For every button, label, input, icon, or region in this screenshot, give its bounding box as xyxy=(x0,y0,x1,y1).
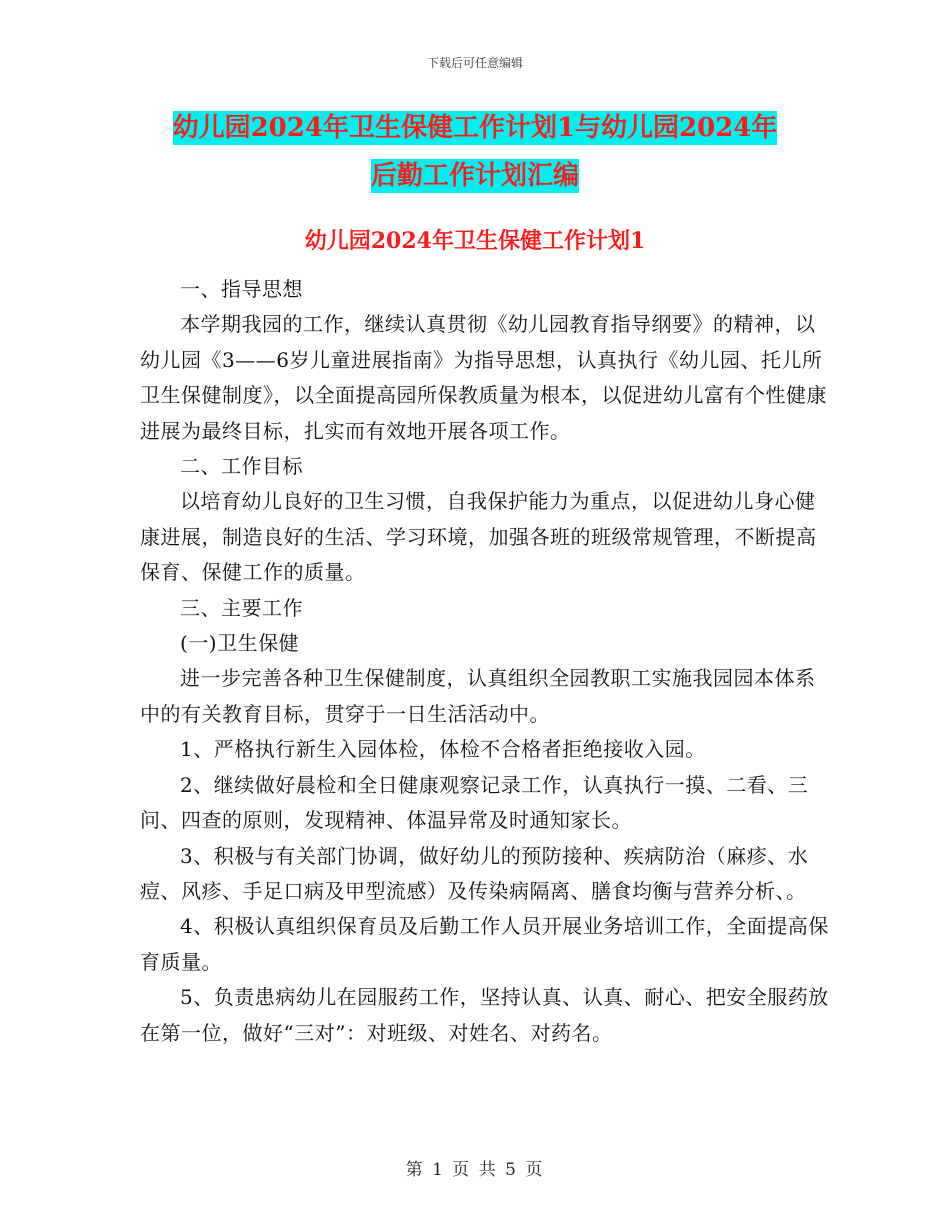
list-item-3: 3、积极与有关部门协调，做好幼儿的预防接种、疾病防治（麻疹、水痘、风疹、手足口病及甲型流感）及传染病隔离、膳食均衡与营养分析、。 xyxy=(140,843,809,903)
list-item-2: 2、继续做好晨检和全日健康观察记录工作，认真执行一摸、二看、三问、四查的原则，发现精神、体温异常及时通知家长。 xyxy=(140,772,809,833)
heading-main-work: 三、主要工作 xyxy=(180,595,303,620)
page-number: 第 1 页 共 5 页 xyxy=(405,1160,545,1180)
paragraph-guiding-thought: 本学期我园的工作，继续认真贯彻《幼儿园教育指导纲要》的精神，以幼儿园《3——6岁儿童进展指南》为指导思想，认真执行《幼儿园、托儿所卫生保健制度》，以全面提高园所保教质量为根本，以促进幼儿富有个性健康进展为最终目标，扎实而有效地开展各项工作。 xyxy=(140,312,827,443)
heading-hygiene-care: (一)卫生保健 xyxy=(180,631,300,656)
title-line-1: 幼儿园2024年卫生保健工作计划1与幼儿园2024年 xyxy=(172,113,778,143)
heading-work-goals: 二、工作目标 xyxy=(180,454,303,479)
list-item-1: 1、严格执行新生入园体检，体检不合格者拒绝接收入园。 xyxy=(180,737,706,762)
document-body xyxy=(140,272,830,1051)
list-item-5: 5、负责患病幼儿在园服药工作，坚持认真、认真、耐心、把安全服药放在第一位，做好“三对”：对班级、对姓名、对药名。 xyxy=(140,985,829,1045)
document-title xyxy=(0,104,950,200)
paragraph-work-goals: 以培育幼儿良好的卫生习惯，自我保护能力为重点，以促进幼儿身心健康进展，制造良好的生活、学习环境，加强各班的班级常规管理，不断提高保育、保健工作的质量。 xyxy=(140,489,817,585)
header-note: 下载后可任意编辑 xyxy=(426,56,523,70)
title-line-2: 后勤工作计划汇编 xyxy=(370,161,579,191)
list-item-4: 4、积极认真组织保育员及后勤工作人员开展业务培训工作，全面提高保育质量。 xyxy=(140,914,829,974)
section-title: 幼儿园2024年卫生保健工作计划1 xyxy=(304,228,646,254)
paragraph-hygiene-care: 进一步完善各种卫生保健制度，认真组织全园教职工实施我园园本体系中的有关教育目标，贯穿于一日生活活动中。 xyxy=(140,666,816,726)
heading-guiding-thought: 一、指导思想 xyxy=(180,277,303,301)
